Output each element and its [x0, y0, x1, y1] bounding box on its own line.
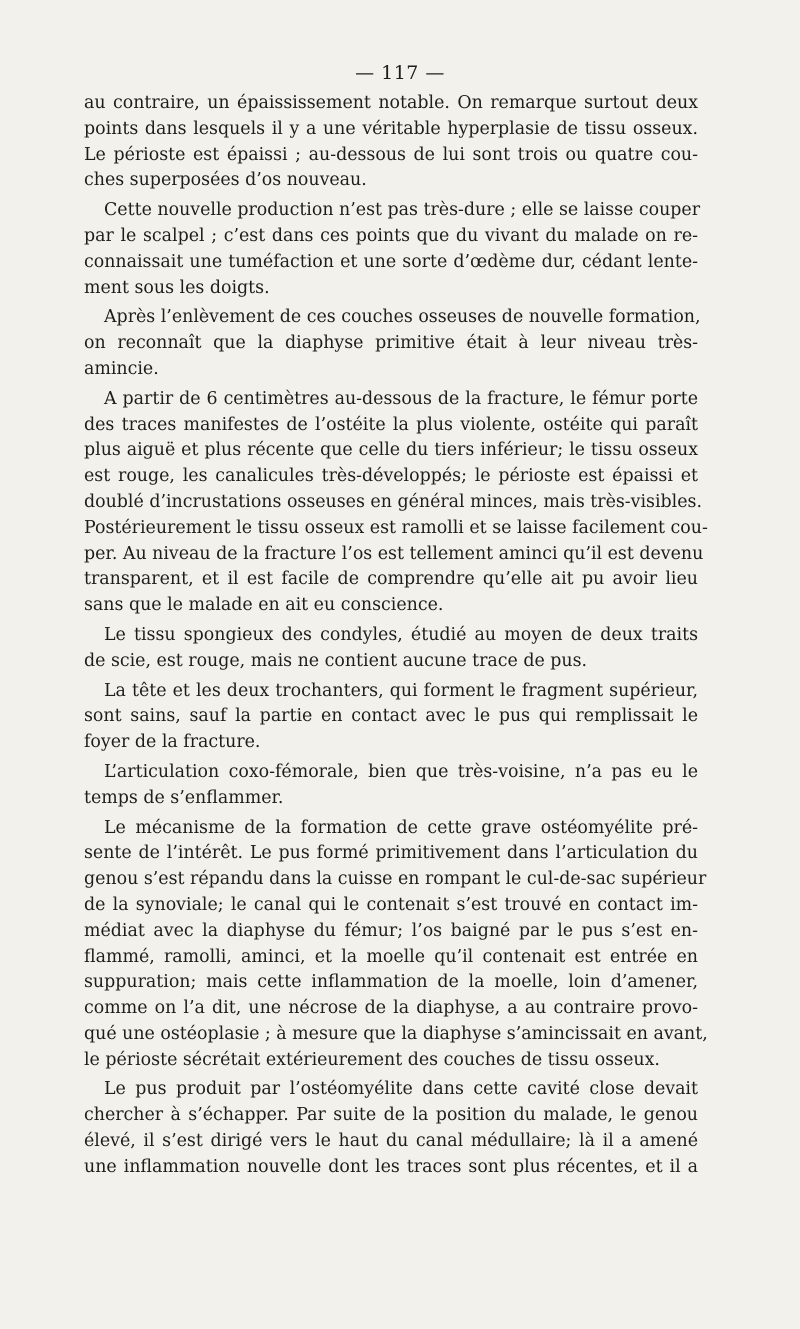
text-line: L’articulation coxo-fémorale, bien que très-voisine, n’a pas eu le	[104, 761, 698, 782]
text-line: comme on l’a dit, une nécrose de la diaphyse, a au contraire provo-	[84, 998, 698, 1019]
body-text	[84, 91, 708, 1185]
text-line: connaissait une tuméfaction et une sorte d’œdème dur, cédant lente-	[84, 251, 698, 272]
text-line: sans que le malade en ait eu conscience.	[84, 595, 444, 616]
text-line: chercher à s’échapper. Par suite de la position du malade, le genou	[84, 1105, 698, 1126]
text-line: ches superposées d’os nouveau.	[84, 170, 367, 191]
text-line: sont sains, sauf la partie en contact avec le pus qui remplissait le	[84, 706, 698, 727]
text-line: suppuration; mais cette inflammation de la moelle, loin d’amener,	[84, 972, 698, 993]
text-line: Le tissu spongieux des condyles, étudié au moyen de deux traits	[104, 624, 698, 645]
paragraph	[84, 91, 698, 194]
text-line: foyer de la fracture.	[84, 732, 261, 753]
text-line: La tête et les deux trochanters, qui forment le fragment supérieur,	[104, 680, 698, 701]
text-line: le périoste sécrétait extérieurement des couches de tissu osseux.	[84, 1049, 660, 1070]
text-line: temps de s’enflammer.	[84, 787, 284, 808]
text-line: de scie, est rouge, mais ne contient aucune trace de pus.	[84, 650, 588, 671]
text-line: per. Au niveau de la fracture l’os est tellement aminci qu’il est devenu	[84, 543, 704, 564]
paragraph	[84, 623, 698, 675]
text-line: Le mécanisme de la formation de cette grave ostéomyélite pré-	[104, 817, 698, 838]
text-line: Le pus produit par l’ostéomyélite dans cette cavité close devait	[104, 1079, 698, 1100]
text-line: Le périoste est épaissi ; au-dessous de lui sont trois ou quatre cou-	[84, 144, 698, 165]
text-line: de la synoviale; le canal qui le contenait s’est trouvé en contact im-	[84, 894, 698, 915]
text-line: par le scalpel ; c’est dans ces points que du vivant du malade on re-	[84, 225, 698, 246]
paragraph	[84, 198, 701, 301]
text-line: est rouge, les canalicules très-développés; le périoste est épaissi et	[84, 466, 698, 487]
text-line: Après l’enlèvement de ces couches osseuses de nouvelle formation,	[104, 307, 701, 328]
text-line: ment sous les doigts.	[84, 277, 270, 298]
text-line: doublé d’incrustations osseuses en général minces, mais très-visibles.	[84, 491, 702, 512]
text-line: Cette nouvelle production n’est pas très-dure ; elle se laisse couper	[104, 200, 701, 221]
text-line: médiat avec la diaphyse du fémur; l’os baigné par le pus s’est en-	[84, 920, 698, 941]
paragraph	[84, 679, 698, 756]
page-number: — 117 —	[355, 62, 445, 84]
text-line: élevé, il s’est dirigé vers le haut du canal médullaire; là il a amené	[84, 1131, 698, 1152]
text-line: une inflammation nouvelle dont les traces sont plus récentes, et il a	[84, 1156, 698, 1177]
text-line: sente de l’intérêt. Le pus formé primitivement dans l’articulation du	[84, 843, 698, 864]
text-line: plus aiguë et plus récente que celle du tiers inférieur; le tissu osseux	[84, 440, 698, 461]
text-line: transparent, et il est facile de comprendre qu’elle ait pu avoir lieu	[84, 569, 698, 590]
text-line: on reconnaît que la diaphyse primitive était à leur niveau très-	[84, 333, 698, 354]
text-line: amincie.	[84, 358, 159, 379]
text-line: qué une ostéoplasie ; à mesure que la diaphyse s’amincissait en avant,	[84, 1023, 708, 1044]
paragraph	[84, 760, 698, 812]
text-line: Postérieurement le tissu osseux est ramolli et se laisse facilement cou-	[84, 517, 708, 538]
text-line: genou s’est répandu dans la cuisse en rompant le cul-de-sac supérieur	[84, 869, 707, 890]
paragraph	[84, 305, 701, 382]
text-line: points dans lesquels il y a une véritable hyperplasie de tissu osseux.	[84, 118, 698, 139]
paragraph	[84, 387, 708, 619]
text-line: au contraire, un épaississement notable. On remarque surtout deux	[84, 93, 698, 113]
paragraph	[84, 1077, 698, 1180]
text-line: des traces manifestes de l’ostéite la plus violente, ostéite qui paraît	[84, 414, 698, 435]
text-line: A partir de 6 centimètres au-dessous de la fracture, le fémur porte	[104, 388, 698, 409]
paragraph	[84, 816, 708, 1074]
text-line: flammé, ramolli, aminci, et la moelle qu’il contenait est entrée en	[84, 946, 698, 967]
